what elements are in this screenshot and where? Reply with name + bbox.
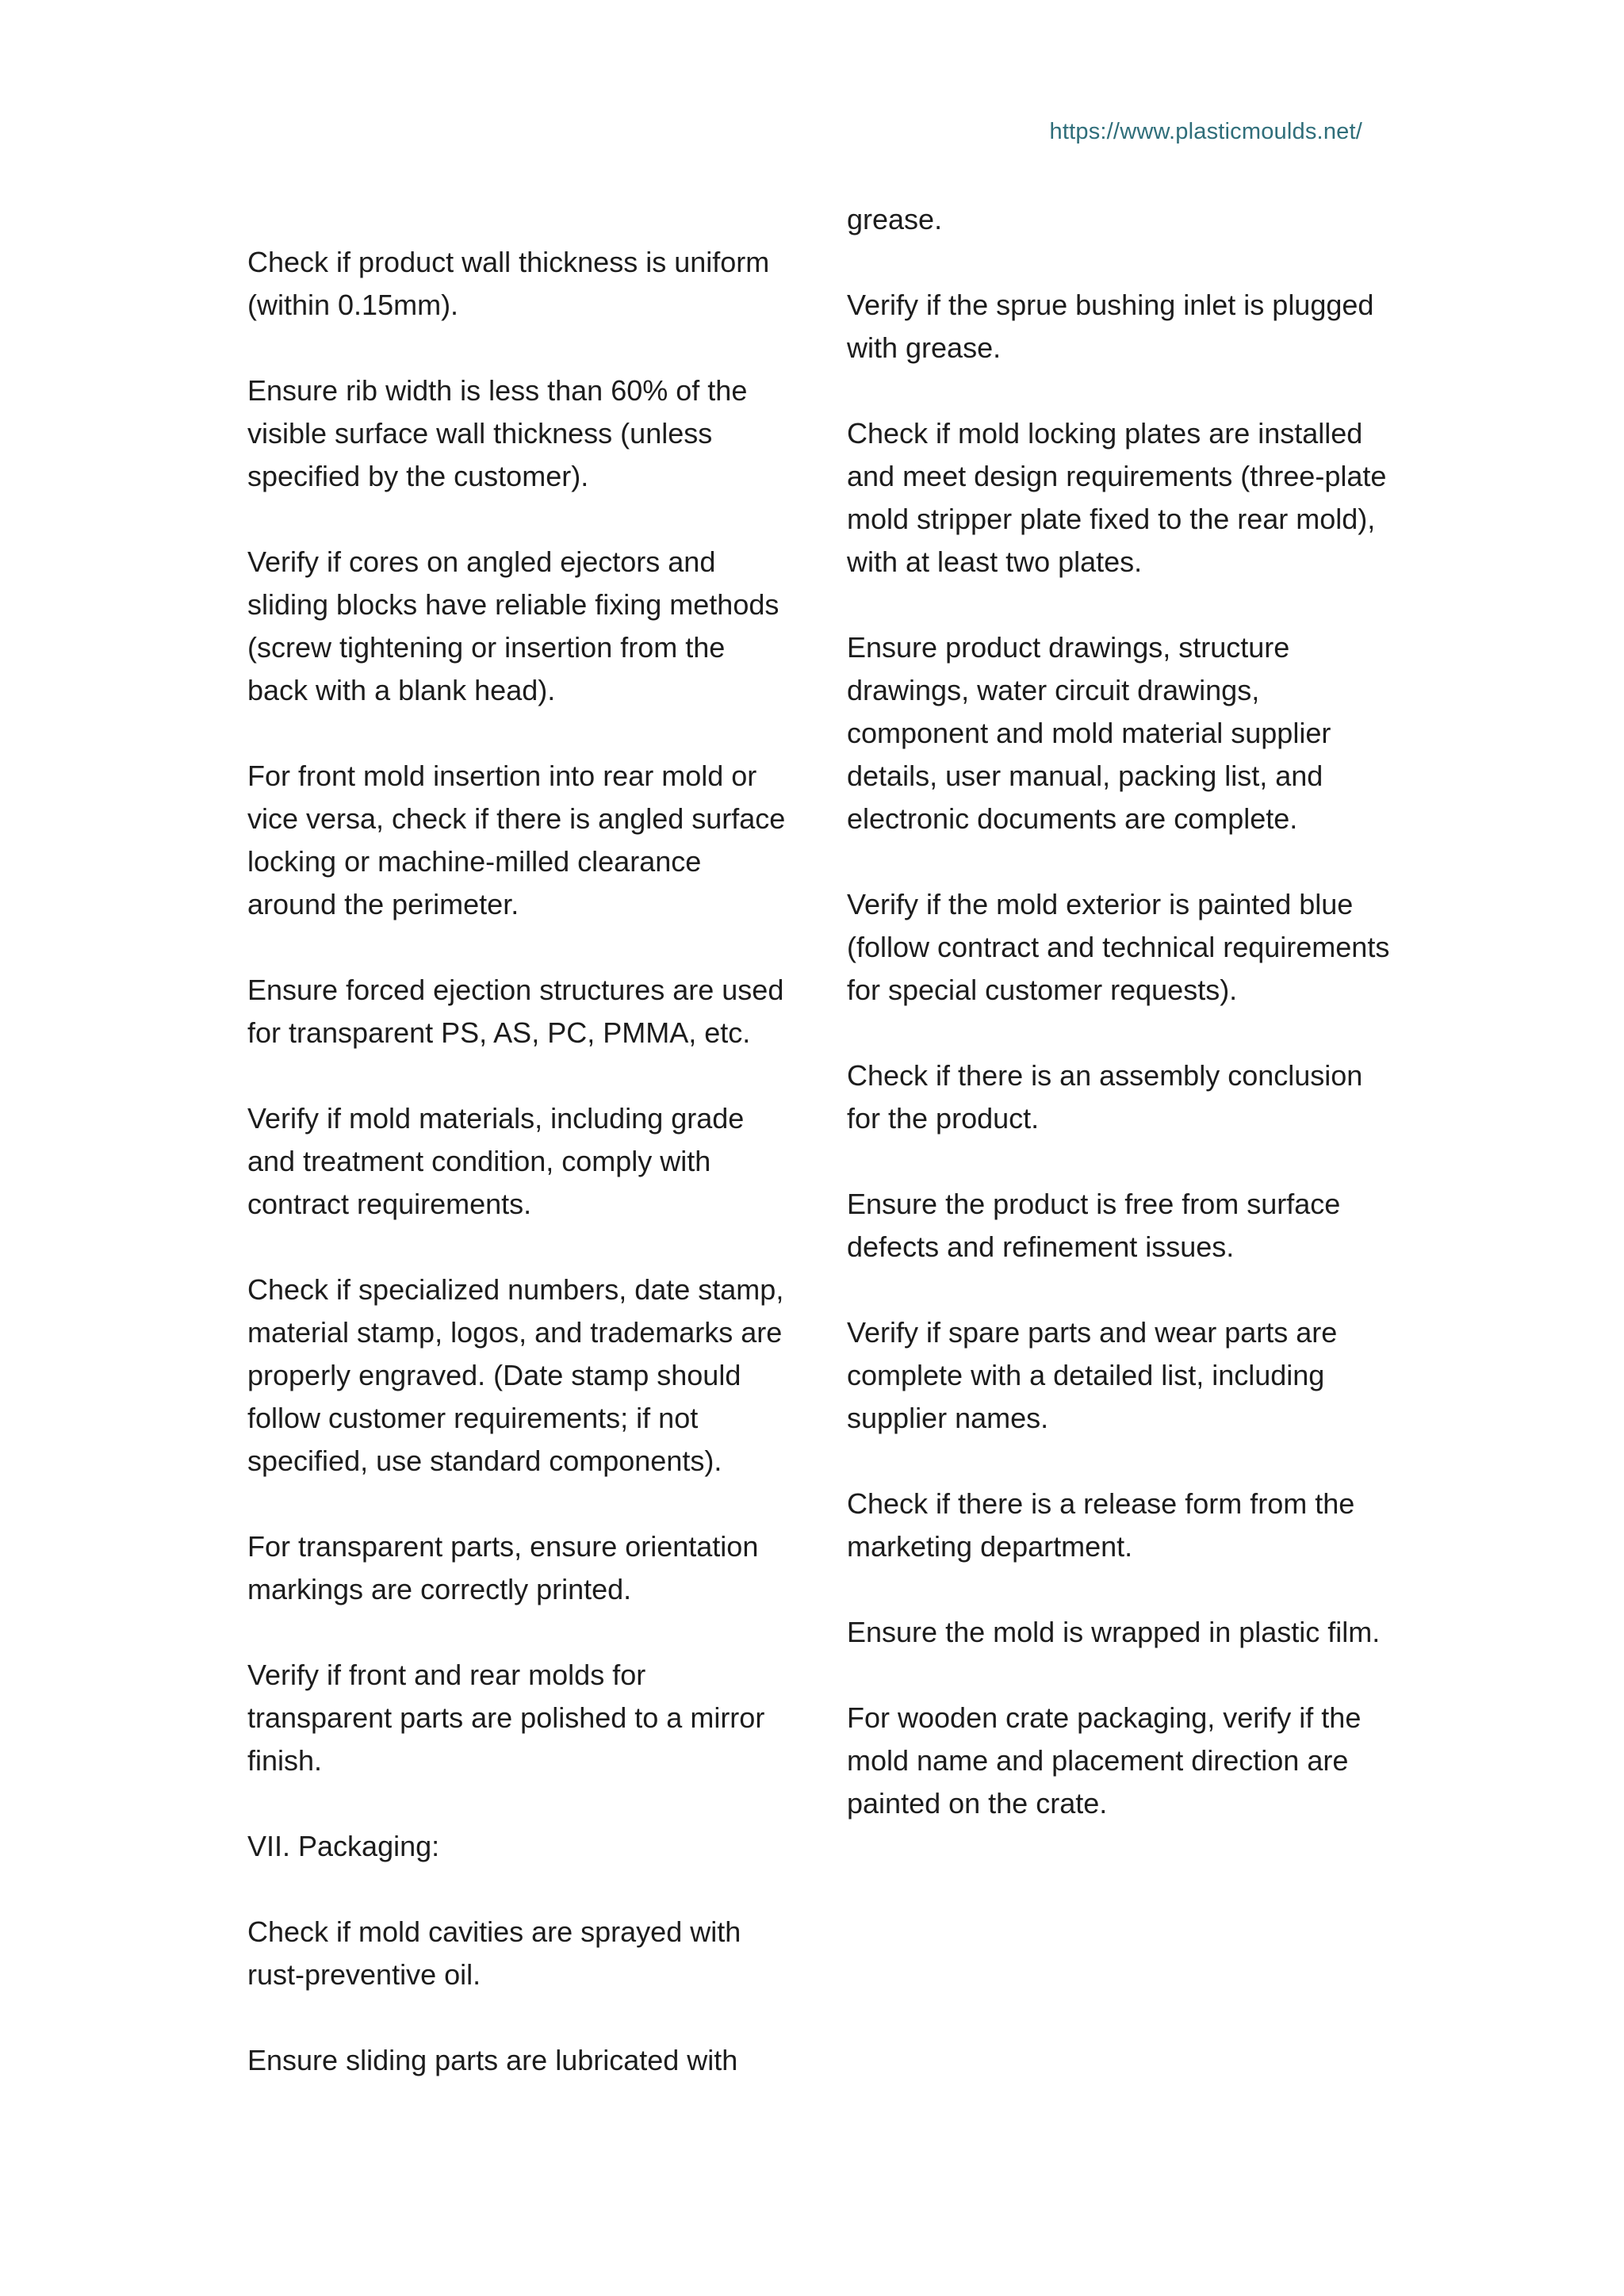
paragraph: For transparent parts, ensure orientation markings are correctly printed. [247, 1530, 759, 1605]
paragraph: Ensure the product is free from surface defects and refinement issues. [847, 1188, 1341, 1263]
paragraph: Verify if front and rear molds for transparent parts are polished to a mirror finish. [247, 1659, 765, 1777]
paragraph: Ensure rib width is less than 60% of the visible surface wall thickness (unless specified by the customer). [247, 374, 748, 492]
left-column [247, 241, 787, 2125]
paragraph: For wooden crate packaging, verify if the mold name and placement direction are painted on the crate. [847, 1701, 1362, 1820]
paragraph: For front mold insertion into rear mold or vice versa, check if there is angled surface locking or machine-milled clearance around the perimeter. [247, 760, 786, 920]
paragraph: Verify if the mold exterior is painted blue (follow contract and technical requirements for special customer requests). [847, 888, 1390, 1006]
paragraph: Verify if mold materials, including grade and treatment condition, comply with contract requirements. [247, 1102, 745, 1220]
paragraph: Check if specialized numbers, date stamp, material stamp, logos, and trademarks are properly engraved. (Date stamp should follow customer requirements; if not specified, use standard components). [247, 1273, 784, 1477]
section-heading: VII. Packaging: [247, 1830, 440, 1862]
paragraph: Check if there is a release form from the marketing department. [847, 1487, 1355, 1563]
paragraph: Check if there is an assembly conclusion for the product. [847, 1059, 1363, 1135]
header-url-link[interactable]: https://www.plasticmoulds.net/ [1049, 119, 1362, 144]
paragraph: Check if mold locking plates are installed and meet design requirements (three-plate mold stripper plate fixed to the rear mold), with at least two plates. [847, 417, 1387, 578]
paragraph: Check if mold cavities are sprayed with rust-preventive oil. [247, 1915, 741, 1991]
right-column [847, 198, 1402, 1868]
paragraph: Ensure product drawings, structure drawings, water circuit drawings, component and mold material supplier details, user manual, packing list, and electronic documents are complete. [847, 631, 1331, 835]
paragraph: Verify if spare parts and wear parts are complete with a detailed list, including supplier names. [847, 1316, 1338, 1434]
paragraph: Ensure forced ejection structures are used for transparent PS, AS, PC, PMMA, etc. [247, 974, 784, 1049]
paragraph: Ensure sliding parts are lubricated with [247, 2044, 738, 2076]
paragraph: Ensure the mold is wrapped in plastic film. [847, 1616, 1381, 1648]
paragraph: Verify if cores on angled ejectors and sliding blocks have reliable fixing methods (screw tightening or insertion from the back with a blank head). [247, 545, 779, 706]
paragraph: Verify if the sprue bushing inlet is plugged with grease. [847, 289, 1374, 364]
paragraph: Check if product wall thickness is uniform (within 0.15mm). [247, 246, 770, 321]
paragraph: grease. [847, 203, 943, 235]
